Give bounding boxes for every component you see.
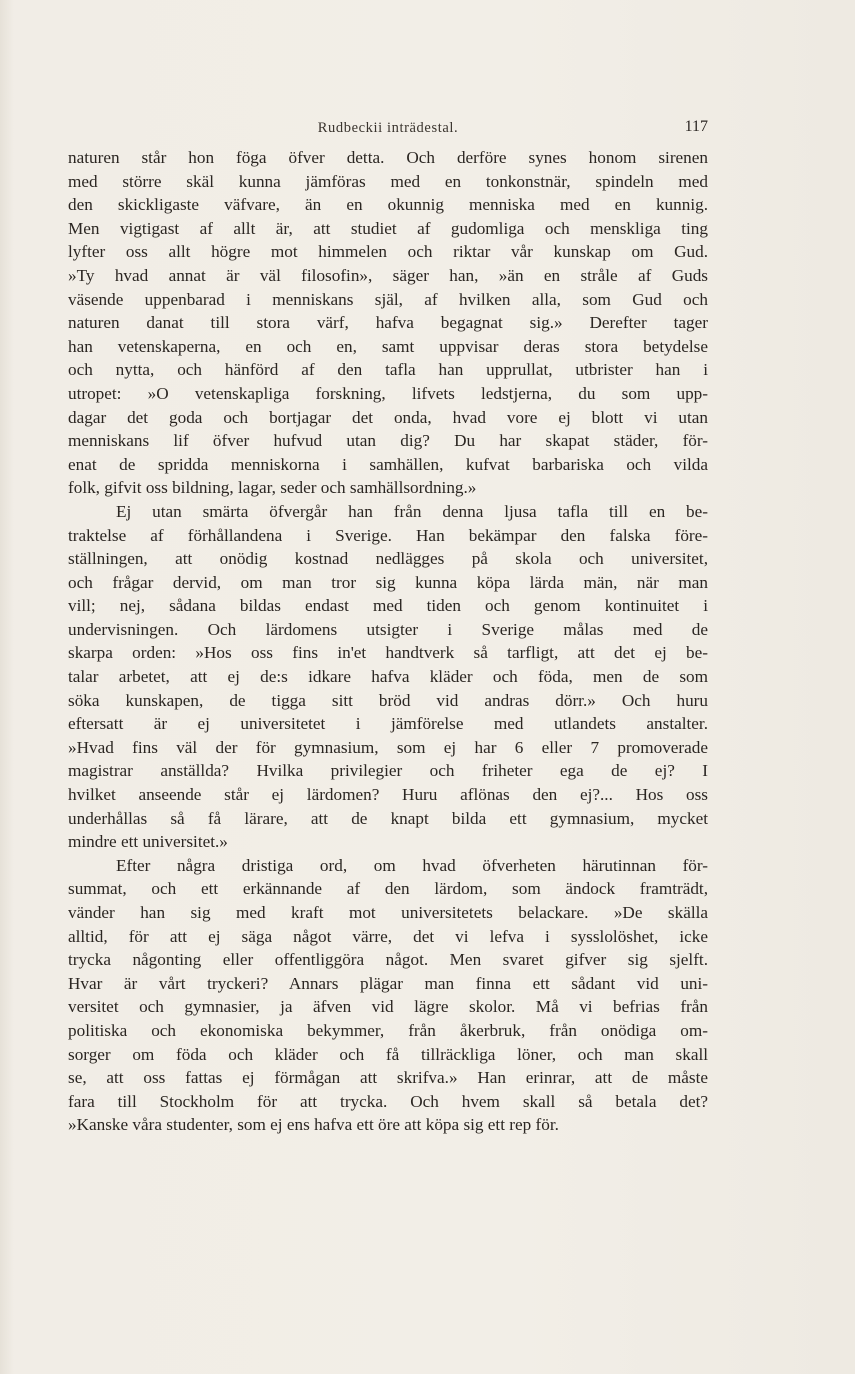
text-line: alltid, för att ej säga något värre, det vi lefva i sysslolöshet, icke [68,926,708,946]
text-line: med större skäl kunna jämföras med en tonkonstnär, spindeln med [68,171,708,191]
text-line: magistrar anställda? Hvilka privilegier och friheter ega de ej? I [68,761,708,781]
text-line: Men vigtigast af allt är, att studiet af gudomliga och menskliga ting [68,218,708,238]
page-header [68,118,708,140]
text-line: »Kanske våra studenter, som ej ens hafva ett öre att köpa sig ett rep för. [68,1115,559,1135]
text-line: »Ty hvad annat är väl filosofin», säger han, »än en stråle af Guds [68,265,708,285]
paragraph-start-line: Efter några dristiga ord, om hvad öfverheten härutinnan för- [116,855,708,875]
text-line: vill; nej, sådana bildas endast med tiden och genom kontinuitet i [68,596,708,616]
text-line: underhållas så få lärare, att de knapt bilda ett gymnasium, mycket [68,808,708,828]
text-line: Hvar är vårt tryckeri? Annars plägar man finna ett sådant vid uni- [68,973,708,993]
text-line: naturen danat till stora värf, hafva begagnat sig.» Derefter tager [68,313,708,333]
text-line: dagar det goda och bortjagar det onda, hvad vore ej blott vi utan [68,407,708,427]
text-line: utropet: »O vetenskapliga forskning, lifvets ledstjerna, du som upp- [68,383,708,403]
text-line: hvilket anseende står ej lärdomen? Huru aflönas den ej?... Hos oss [68,785,708,805]
text-line: fara till Stockholm för att trycka. Och hvem skall så betala det? [68,1091,708,1111]
text-line: och frågar dervid, om man tror sig kunna köpa lärda män, när man [68,572,708,592]
text-line: trycka någonting eller offentliggöra något. Men svaret gifver sig sjelft. [68,950,708,970]
page-number: 117 [684,118,708,135]
text-line: naturen står hon föga öfver detta. Och derföre synes honom sirenen [68,148,708,167]
text-line: vänder han sig med kraft mot universitetets belackare. »De skälla [68,903,708,922]
text-line: väsende uppenbarad i menniskans själ, af hvilken alla, som Gud och [68,289,708,309]
text-line: sorger om föda och kläder och få tillräckliga löner, och man skall [68,1044,708,1064]
text-line: talar arbetet, att ej de:s idkare hafva kläder och föda, men de som [68,667,708,687]
text-line: summat, och ett erkännande af den lärdom, som ändock framträdt, [68,879,708,899]
text-line: undervisningen. Och lärdomens utsigter i Sverige målas med de [68,619,708,639]
text-line: se, att oss fattas ej förmågan att skrifva.» Han erinrar, att de måste [68,1068,708,1088]
text-line: traktelse af förhållandena i Sverige. Han bekämpar den falska före- [68,525,708,545]
text-line: skarpa orden: »Hos oss fins in'et handtverk så tarfligt, att det ej be- [68,643,708,663]
text-line: den skickligaste väfvare, än en okunnig menniska med en kunnig. [68,195,708,215]
text-line: han vetenskaperna, en och en, samt uppvisar deras stora betydelse [68,336,708,356]
text-line: och nytta, och hänförd af den tafla han upprullat, utbrister han i [68,360,708,380]
text-line: politiska och ekonomiska bekymmer, från åkerbruk, från onödiga om- [68,1020,708,1040]
text-line: mindre ett universitet.» [68,832,228,852]
running-title: Rudbeckii inträdestal. [317,120,459,136]
text-line: versitet och gymnasier, ja äfven vid lägre skolor. Må vi befrias från [68,997,708,1017]
body-text [68,146,708,1137]
text-line: »Hvad fins väl der för gymnasium, som ej har 6 eller 7 promoverade [68,737,708,757]
text-line: lyfter oss allt högre mot himmelen och riktar vår kunskap om Gud. [68,242,708,262]
text-line: eftersatt är ej universitetet i jämförelse med utlandets anstalter. [68,714,708,734]
text-line: menniskans lif öfver hufvud utan dig? Du har skapat städer, för- [68,431,708,451]
text-line: söka kunskapen, de tigga sitt bröd vid andras dörr.» Och huru [68,690,708,710]
text-line: folk, gifvit oss bildning, lagar, seder och samhällsordning.» [68,478,477,498]
text-line: ställningen, att onödig kostnad nedlägges på skola och universitet, [68,549,708,569]
text-line: enat de spridda menniskorna i samhällen, kufvat barbariska och vilda [68,454,708,474]
paragraph-start-line: Ej utan smärta öfvergår han från denna ljusa tafla till en be- [116,501,708,521]
